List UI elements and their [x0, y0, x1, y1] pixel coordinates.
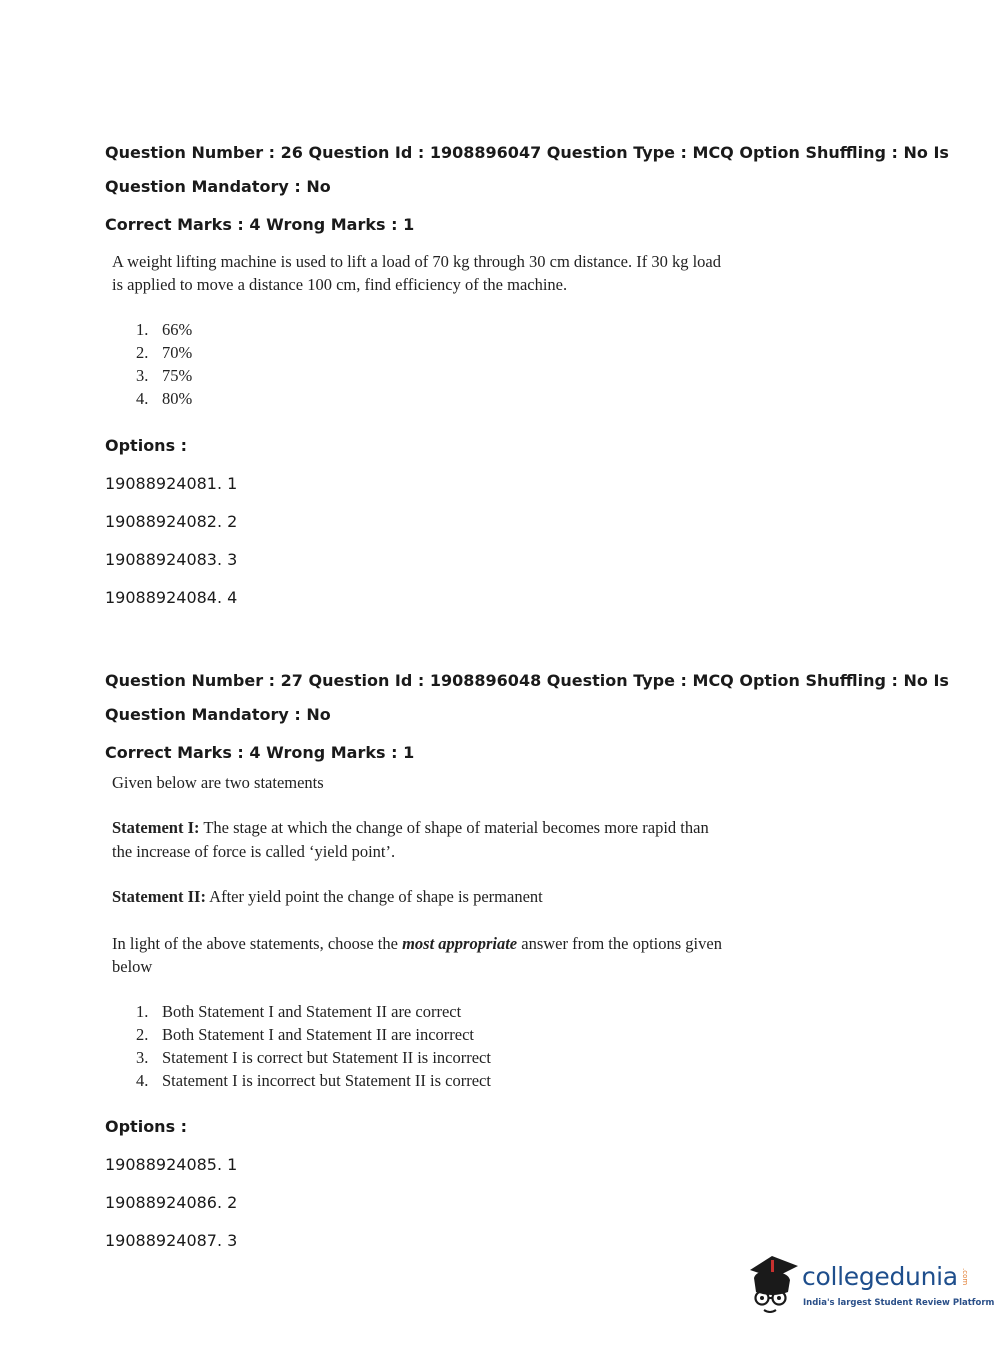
q27-statement2: Statement II: After yield point the change of shape is permanent	[112, 887, 543, 906]
logo-wordmark: collegedunia	[802, 1262, 958, 1291]
q26-option-3: 19088924083. 3	[105, 550, 238, 569]
q27-option-3: 19088924087. 3	[105, 1231, 238, 1250]
mascot-icon	[742, 1248, 802, 1318]
q27-instruction-line2: below	[112, 957, 153, 976]
q27-choice-2: 2. Both Statement I and Statement II are incorrect	[136, 1025, 475, 1044]
q26-choice-3: 3. 75%	[136, 366, 193, 385]
q27-option-1: 19088924085. 1	[105, 1155, 238, 1174]
logo-tagline: India's largest Student Review Platform	[803, 1298, 995, 1308]
q26-option-2: 19088924082. 2	[105, 512, 238, 531]
q27-meta-line1: Question Number : 27 Question Id : 1908896048 Question Type : MCQ Option Shuffling : No Is	[105, 671, 949, 690]
q27-statement1-label: Statement I:	[112, 818, 200, 837]
q27-option-2: 19088924086. 2	[105, 1193, 238, 1212]
q26-option-4: 19088924084. 4	[105, 588, 238, 607]
q26-choice-list	[136, 318, 192, 410]
q26-meta-line1: Question Number : 26 Question Id : 1908896047 Question Type : MCQ Option Shuffling : No Is	[105, 143, 949, 162]
q27-statement1-line2: the increase of force is called ‘yield point’.	[112, 842, 396, 861]
q27-choice-4: 4. Statement I is incorrect but Statement II is correct	[136, 1071, 491, 1090]
q27-marks: Correct Marks : 4 Wrong Marks : 1	[105, 743, 415, 762]
q26-question-line1: A weight lifting machine is used to lift a load of 70 kg through 30 cm distance. If 30 kg load	[112, 252, 722, 271]
q26-choice-4: 4. 80%	[136, 389, 193, 408]
logo-suffix: .com	[961, 1268, 969, 1286]
q27-choice-3: 3. Statement I is correct but Statement II is incorrect	[136, 1048, 491, 1067]
q27-options-label: Options :	[105, 1117, 188, 1136]
q26-question-line2: is applied to move a distance 100 cm, find efficiency of the machine.	[112, 275, 568, 294]
q27-instruction-emphasis: most appropriate	[402, 934, 518, 953]
q26-marks: Correct Marks : 4 Wrong Marks : 1	[105, 215, 415, 234]
q26-meta-line2: Question Mandatory : No	[105, 177, 331, 196]
q26-choice-2: 2. 70%	[136, 343, 193, 362]
q27-intro: Given below are two statements	[112, 773, 324, 792]
q26-option-1: 19088924081. 1	[105, 474, 238, 493]
q27-choice-list	[136, 1000, 491, 1092]
q26-choice-1: 1. 66%	[136, 320, 193, 339]
q27-meta-line2: Question Mandatory : No	[105, 705, 331, 724]
q26-options-label: Options :	[105, 436, 188, 455]
collegedunia-logo[interactable]	[742, 1248, 995, 1318]
q27-statement1-line1: Statement I: The stage at which the change of shape of material becomes more rapid than	[112, 818, 709, 837]
q27-instruction-line1: In light of the above statements, choose the most appropriate answer from the options given	[112, 934, 722, 953]
q27-statement2-label: Statement II:	[112, 887, 206, 906]
q27-choice-1: 1. Both Statement I and Statement II are correct	[136, 1002, 462, 1021]
